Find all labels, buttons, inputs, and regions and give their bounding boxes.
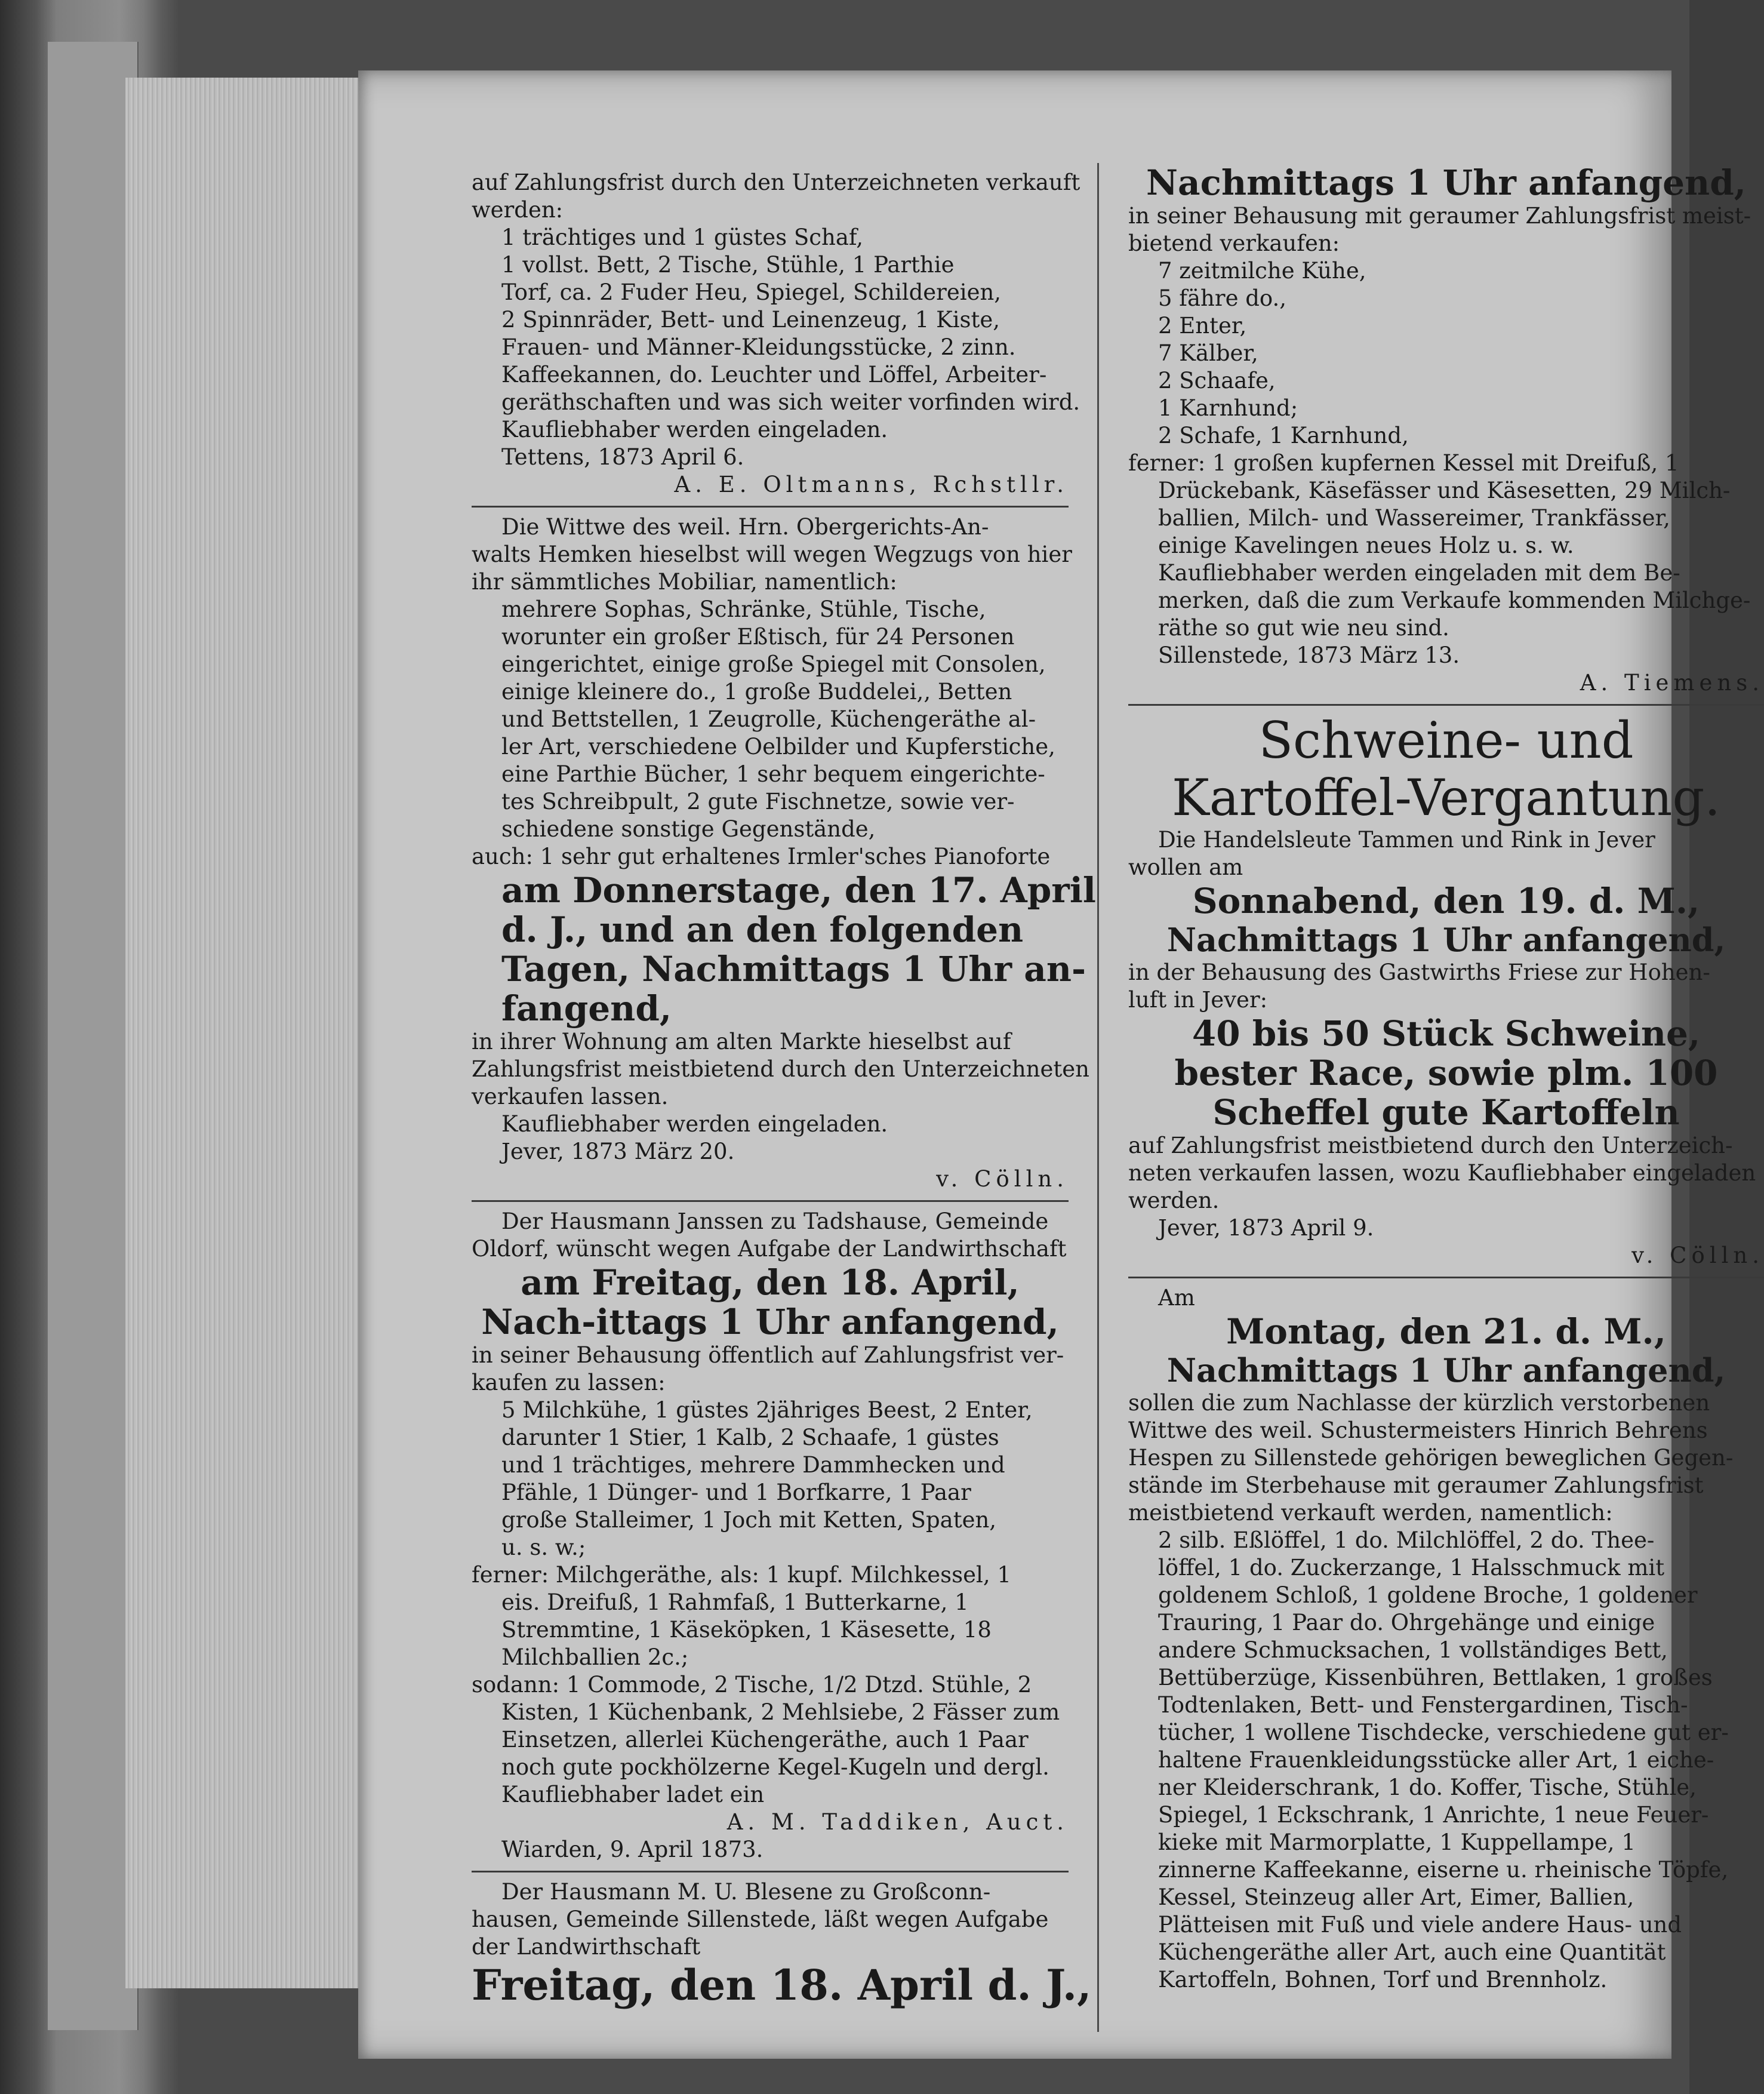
- ad-line: Die Handelsleute Tammen und Rink in Jever: [1158, 827, 1655, 853]
- ad-item: 5 Milchkühe, 1 güstes 2jähriges Beest, 2 Enter,: [501, 1397, 1033, 1423]
- ad-headline: Kartoffel-Vergantung.: [1171, 768, 1721, 827]
- ad-line: ferner: 1 großen kupfernen Kessel mit Dreifuß, 1: [1128, 450, 1679, 476]
- ad-headline: Sonnabend, den 19. d. M.,: [1192, 881, 1700, 921]
- ad-line: in seiner Behausung mit geraumer Zahlungsfrist meist-: [1128, 203, 1751, 229]
- ad-line: Kaufliebhaber werden eingeladen.: [501, 1111, 888, 1137]
- ad-item: 7 zeitmilche Kühe,: [1158, 258, 1366, 284]
- ad-item: 2 Enter,: [1158, 313, 1247, 339]
- ad-item: Küchengeräthe aller Art, auch eine Quantität: [1158, 1939, 1666, 1965]
- ad-line: räthe so gut wie neu sind.: [1158, 615, 1449, 641]
- ad-line: hausen, Gemeinde Sillenstede, läßt wegen Aufgabe: [472, 1907, 1049, 1932]
- ad-headline: am Donnerstage, den 17. April: [501, 870, 1096, 911]
- ad-line: stände im Sterbehause mit geraumer Zahlungsfrist: [1128, 1472, 1704, 1498]
- ad-line: neten verkaufen lassen, wozu Kaufliebhaber eingeladen: [1128, 1160, 1756, 1186]
- ad-line: auch: 1 sehr gut erhaltenes Irmler'sches Pianoforte: [472, 844, 1051, 869]
- ad-goods-headline: bester Race, sowie plm. 100: [1174, 1053, 1718, 1093]
- ad-item: Torf, ca. 2 Fuder Heu, Spiegel, Schildereien,: [501, 279, 1002, 305]
- ad-headline: Freitag, den 18. April d. J.,: [472, 1960, 1092, 2010]
- ad-line: Kaufliebhaber werden eingeladen mit dem Be-: [1158, 560, 1680, 586]
- ad-line: meistbietend verkauft werden, namentlich:: [1128, 1500, 1613, 1526]
- ad-separator: [472, 1200, 1069, 1202]
- ad-item: zinnerne Kaffeekanne, eiserne u. rheinische Töpfe,: [1158, 1857, 1729, 1883]
- ad-item: Bettüberzüge, Kissenbühren, Bettlaken, 1 großes: [1158, 1665, 1713, 1690]
- ad-item: mehrere Sophas, Schränke, Stühle, Tische,: [501, 596, 986, 622]
- ad-signature: A. M. Taddiken, Auct.: [726, 1809, 1069, 1835]
- ad-item: 5 fähre do.,: [1158, 285, 1287, 311]
- ad-item: goldenem Schloß, 1 goldene Broche, 1 goldener: [1158, 1582, 1698, 1608]
- page-stack-edges: [125, 78, 378, 1988]
- ad-separator: [472, 506, 1069, 508]
- ad-goods-headline: Scheffel gute Kartoffeln: [1212, 1092, 1680, 1133]
- ad-line: Am: [1158, 1285, 1195, 1311]
- ad-item: Kaffeekannen, do. Leuchter und Löffel, Arbeiter-: [501, 362, 1047, 388]
- ad-line: Kaufliebhaber ladet ein: [501, 1782, 765, 1807]
- ad-item: andere Schmucksachen, 1 vollständiges Bett,: [1158, 1637, 1668, 1663]
- left-column: [472, 169, 1096, 2010]
- ad-item: darunter 1 Stier, 1 Kalb, 2 Schaafe, 1 güstes: [501, 1425, 999, 1450]
- ad-item: Tettens, 1873 April 6.: [501, 444, 744, 470]
- ad-item: u. s. w.;: [501, 1535, 586, 1560]
- ad-line: sollen die zum Nachlasse der kürzlich verstorbenen: [1128, 1390, 1710, 1416]
- ad-item: schiedene sonstige Gegenstände,: [501, 816, 876, 842]
- ad-blesene: [472, 1878, 1092, 2010]
- ad-item: löffel, 1 do. Zuckerzange, 1 Halsschmuck mit: [1158, 1555, 1665, 1581]
- ad-item: 1 trächtiges und 1 güstes Schaf,: [501, 225, 864, 250]
- ad-line: werden:: [472, 197, 564, 223]
- ad-item: 2 Spinnräder, Bett- und Leinenzeug, 1 Kiste,: [501, 307, 1000, 333]
- ad-hespen: [1128, 1284, 1764, 1994]
- ad-headline: Nachmittags 1 Uhr anfangend,: [1146, 162, 1746, 203]
- ad-oltmanns: [472, 169, 1080, 499]
- ad-item: Todtenlaken, Bett- und Fenstergardinen, Tisch-: [1158, 1692, 1688, 1718]
- ad-line: Zahlungsfrist meistbietend durch den Unterzeichneten: [472, 1056, 1089, 1082]
- ad-item: eine Parthie Bücher, 1 sehr bequem eingerichte-: [501, 761, 1045, 787]
- ad-line: Jever, 1873 April 9.: [1158, 1215, 1374, 1241]
- ad-line: merken, daß die zum Verkaufe kommenden Milchge-: [1158, 588, 1751, 613]
- ad-line: Drückebank, Käsefässer und Käsesetten, 29 Milch-: [1158, 478, 1731, 503]
- ad-line: Der Hausmann Janssen zu Tadshause, Gemeinde: [501, 1209, 1049, 1234]
- ad-item: 2 Schaafe,: [1158, 368, 1276, 393]
- ad-item: 1 Karnhund;: [1158, 395, 1298, 421]
- ad-line: noch gute pockhölzerne Kegel-Kugeln und dergl.: [501, 1754, 1049, 1780]
- ad-item: eingerichtet, einige große Spiegel mit Consolen,: [501, 651, 1046, 677]
- ad-item: Kartoffeln, Bohnen, Torf und Brennholz.: [1158, 1967, 1608, 1992]
- ad-item: Frauen- und Männer-Kleidungsstücke, 2 zinn.: [501, 334, 1016, 360]
- ad-tammen-rink: [1128, 712, 1764, 1269]
- ad-line: ferner: Milchgeräthe, als: 1 kupf. Milchkessel, 1: [472, 1562, 1011, 1588]
- right-column: [1128, 163, 1764, 1994]
- ad-item: ler Art, verschiedene Oelbilder und Kupferstiche,: [501, 734, 1055, 760]
- ad-line: Hespen zu Sillenstede gehörigen beweglichen Gegen-: [1128, 1445, 1734, 1471]
- ad-headline: d. J., und an den folgenden: [501, 909, 1024, 950]
- ad-tiemens: [1128, 163, 1764, 697]
- ad-item: kieke mit Marmorplatte, 1 Kuppellampe, 1: [1158, 1829, 1636, 1855]
- ad-item: 2 silb. Eßlöffel, 1 do. Milchlöffel, 2 do. Thee-: [1158, 1527, 1655, 1553]
- ad-item: 7 Kälber,: [1158, 340, 1258, 366]
- ad-separator: [472, 1871, 1069, 1872]
- ad-item: Pfähle, 1 Dünger- und 1 Borfkarre, 1 Paar: [501, 1480, 971, 1505]
- ad-item: einige kleinere do., 1 große Buddelei,, Betten: [501, 679, 1012, 705]
- ad-line: Wittwe des weil. Schustermeisters Hinrich Behrens: [1128, 1417, 1708, 1443]
- ad-item: Plätteisen mit Fuß und viele andere Haus- und: [1158, 1912, 1682, 1938]
- ad-line: auf Zahlungsfrist meistbietend durch den Unterzeich-: [1128, 1133, 1733, 1158]
- column-divider: [1097, 163, 1099, 2032]
- newspaper-page: [358, 70, 1764, 2059]
- ad-headline: Nachmittags 1 Uhr anfangend,: [1166, 1351, 1726, 1389]
- ad-signature: v. Cölln.: [936, 1166, 1069, 1192]
- ad-line: bietend verkaufen:: [1128, 230, 1340, 256]
- ad-item: tes Schreibpult, 2 gute Fischnetze, sowie ver-: [501, 789, 1015, 814]
- ad-item: Trauring, 1 Paar do. Ohrgehänge und einige: [1158, 1610, 1655, 1635]
- ad-separator: [1128, 704, 1764, 706]
- ad-line: luft in Jever:: [1128, 987, 1268, 1013]
- ad-headline: Nachmittags 1 Uhr anfangend,: [1166, 921, 1726, 959]
- ad-headline: fangend,: [501, 988, 672, 1029]
- ad-line: eis. Dreifuß, 1 Rahmfaß, 1 Butterkarne, 1: [501, 1589, 969, 1615]
- ad-line: Stremmtine, 1 Käseköpken, 1 Käsesette, 18: [501, 1617, 992, 1643]
- ad-line: in der Behausung des Gastwirths Friese zur Hohen-: [1128, 960, 1710, 985]
- ad-signature: A. Tiemens.: [1580, 670, 1764, 696]
- ad-item: Spiegel, 1 Eckschrank, 1 Anrichte, 1 neue Feuer-: [1158, 1802, 1709, 1828]
- ad-line: Jever, 1873 März 20.: [501, 1139, 735, 1164]
- ad-signature: v. Cölln.: [1631, 1243, 1764, 1268]
- ad-item: Kaufliebhaber werden eingeladen.: [501, 417, 888, 442]
- ad-item: geräthschaften und was sich weiter vorfinden wird.: [501, 389, 1080, 415]
- ad-item: und 1 trächtiges, mehrere Dammhecken und: [501, 1452, 1005, 1478]
- ad-line: einige Kavelingen neues Holz u. s. w.: [1158, 533, 1574, 558]
- ad-item: Kessel, Steinzeug aller Art, Eimer, Ballien,: [1158, 1884, 1634, 1910]
- ad-goods-headline: 40 bis 50 Stück Schweine,: [1192, 1013, 1701, 1054]
- ad-line: Oldorf, wünscht wegen Aufgabe der Landwirthschaft: [472, 1236, 1067, 1262]
- ad-item: worunter ein großer Eßtisch, für 24 Personen: [501, 624, 1015, 650]
- ad-line: der Landwirthschaft: [472, 1934, 701, 1960]
- ad-item: 2 Schafe, 1 Karnhund,: [1158, 423, 1409, 448]
- ad-headline: Nach-ittags 1 Uhr anfangend,: [481, 1302, 1059, 1342]
- ad-hemken: [472, 513, 1096, 1193]
- ad-place-date: Wiarden, 9. April 1873.: [501, 1837, 764, 1862]
- ad-janssen: [472, 1208, 1069, 1864]
- ad-line: Der Hausmann M. U. Blesene zu Großconn-: [501, 1879, 991, 1905]
- ad-line: ballien, Milch- und Wassereimer, Trankfässer,: [1158, 505, 1670, 531]
- ad-line: kaufen zu lassen:: [472, 1370, 666, 1395]
- ad-line: wollen am: [1128, 854, 1243, 880]
- ad-item: ner Kleiderschrank, 1 do. Koffer, Tische, Stühle,: [1158, 1775, 1697, 1800]
- ad-signature: A. E. Oltmanns, Rchstllr.: [674, 472, 1069, 497]
- ad-separator: [1128, 1277, 1764, 1278]
- ad-headline: Montag, den 21. d. M.,: [1226, 1311, 1666, 1352]
- ad-line: walts Hemken hieselbst will wegen Wegzugs von hier: [472, 542, 1072, 567]
- ad-item: und Bettstellen, 1 Zeugrolle, Küchengeräthe al-: [501, 706, 1036, 732]
- ad-line: Sillenstede, 1873 März 13.: [1158, 642, 1460, 668]
- ad-headline: Tagen, Nachmittags 1 Uhr an-: [501, 949, 1086, 989]
- ad-line: Kisten, 1 Küchenbank, 2 Mehlsiebe, 2 Fässer zum: [501, 1699, 1060, 1725]
- ad-line: Die Wittwe des weil. Hrn. Obergerichts-An-: [501, 514, 989, 540]
- ad-headline: Schweine- und: [1258, 711, 1634, 770]
- ad-line: auf Zahlungsfrist durch den Unterzeichneten verkauft: [472, 170, 1080, 195]
- ad-line: in ihrer Wohnung am alten Markte hieselbst auf: [472, 1029, 1011, 1054]
- ad-line: sodann: 1 Commode, 2 Tische, 1/2 Dtzd. Stühle, 2: [472, 1672, 1032, 1698]
- ad-item: 1 vollst. Bett, 2 Tische, Stühle, 1 Parthie: [501, 252, 955, 278]
- ad-item: große Stalleimer, 1 Joch mit Ketten, Spaten,: [501, 1507, 997, 1533]
- ad-item: haltene Frauenkleidungsstücke aller Art, 1 eiche-: [1158, 1747, 1714, 1773]
- ad-line: Einsetzen, allerlei Küchengeräthe, auch 1 Paar: [501, 1727, 1029, 1752]
- ad-line: Milchballien 2c.;: [501, 1644, 689, 1670]
- ad-line: verkaufen lassen.: [472, 1084, 669, 1109]
- ad-line: in seiner Behausung öffentlich auf Zahlungsfrist ver-: [472, 1342, 1064, 1368]
- ad-line: werden.: [1128, 1188, 1220, 1213]
- ad-line: ihr sämmtliches Mobiliar, namentlich:: [472, 569, 897, 595]
- ad-headline: am Freitag, den 18. April,: [521, 1262, 1020, 1303]
- ad-item: tücher, 1 wollene Tischdecke, verschiedene gut er-: [1158, 1720, 1729, 1745]
